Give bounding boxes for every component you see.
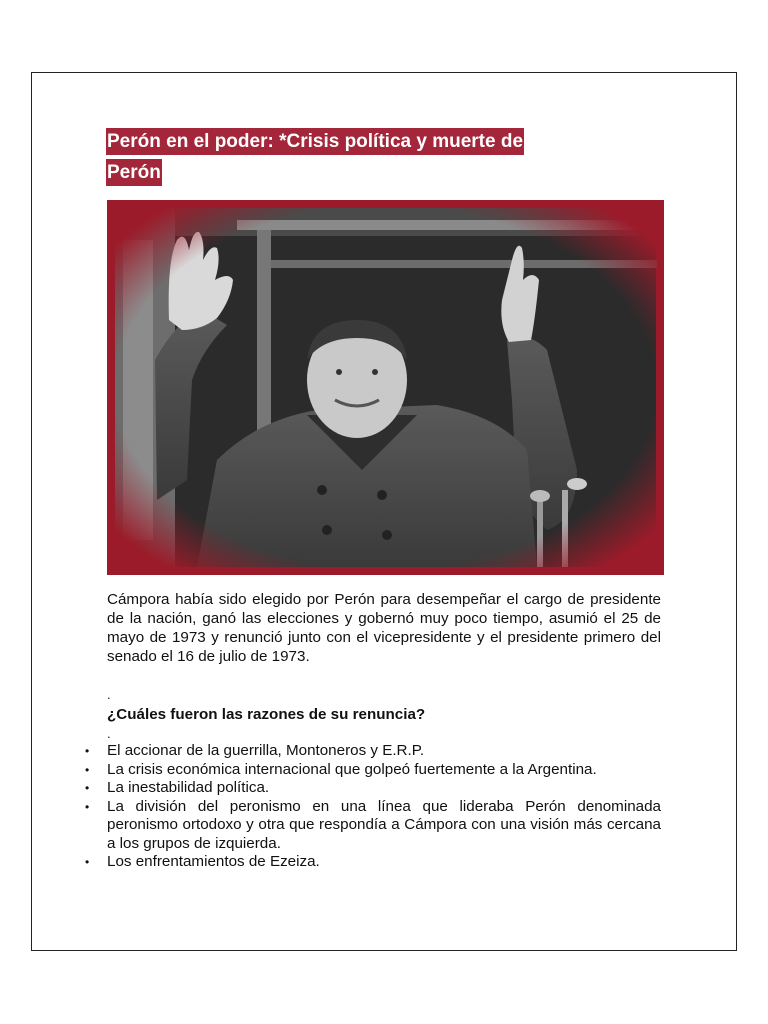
list-item-text: La división del peronismo en una línea que lideraba Perón denominada peronismo ortodoxo y otra que respondía a Cámpora con una visión más cercana a los grupos de izquierda. — [107, 797, 661, 852]
separator-dot: . — [107, 726, 111, 741]
photo-of-peron-waving-icon — [107, 200, 664, 575]
list-item — [83, 779, 661, 798]
title-line-1: Perón en el poder: *Crisis política y muerte de — [106, 128, 524, 155]
bullet-icon: • — [85, 799, 90, 814]
list-item — [83, 742, 661, 761]
list-item — [83, 761, 661, 780]
reasons-list — [83, 742, 661, 872]
list-item-text: La inestabilidad política. — [107, 779, 270, 796]
bullet-icon: • — [85, 744, 90, 758]
bullet-icon: • — [85, 781, 90, 795]
bullet-icon: • — [85, 855, 90, 869]
list-item — [83, 798, 661, 854]
document-title — [106, 126, 626, 188]
list-item — [83, 853, 661, 872]
photo-peron — [107, 200, 664, 575]
separator-dot: . — [107, 687, 111, 702]
list-item-text: La crisis económica internacional que golpeó fuertemente a la Argentina. — [107, 760, 597, 778]
title-line-2: Perón — [106, 159, 162, 186]
intro-paragraph: Cámpora había sido elegido por Perón para desempeñar el cargo de presidente de la nación, ganó las elecciones y gobernó muy poco tiempo, asumió el 25 de mayo de 1973 y renunció junto con el vicepresidente y el presidente primero del senado el 16 de julio de 1973. — [107, 591, 661, 665]
bullet-icon: • — [85, 762, 90, 777]
question-heading: ¿Cuáles fueron las razones de su renuncia? — [107, 706, 426, 723]
list-item-text: Los enfrentamientos de Ezeiza. — [107, 853, 320, 870]
list-item-text: El accionar de la guerrilla, Montoneros y E.R.P. — [107, 742, 425, 759]
